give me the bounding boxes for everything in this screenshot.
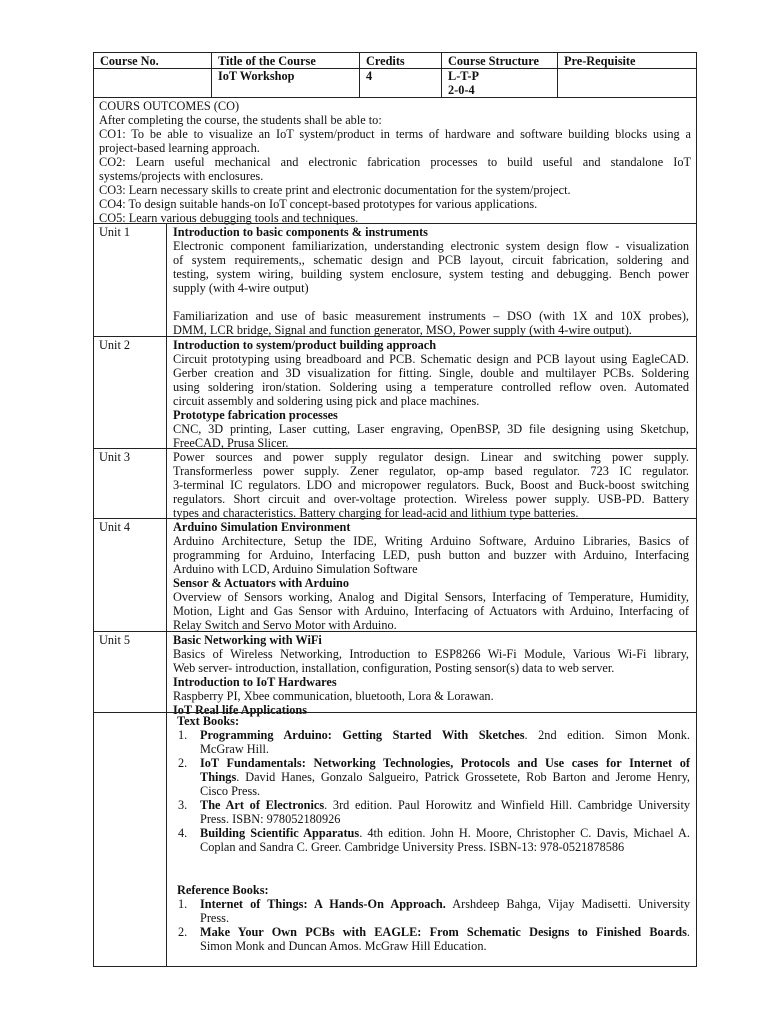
unit-text-line: of system requirements,, schematic design and PCB layout, circuit fabrication, soldering and <box>173 253 689 267</box>
header-label: Title of the Course <box>218 54 316 68</box>
unit-row <box>94 223 696 336</box>
book-line <box>200 840 690 854</box>
unit-subheading: Introduction to system/product building approach <box>173 338 437 352</box>
book-details: Simon Monk and Duncan Amos. McGraw Hill Education. <box>200 939 487 953</box>
book-details: . 3rd edition. Paul Horowitz and Winfield Hill. Cambridge University <box>324 798 691 812</box>
header-label: Course No. <box>100 54 159 68</box>
book-title: The Art of Electronics <box>200 798 325 812</box>
book-details: . David Hanes, Gonzalo Salgueiro, Patrick Grossetete, Rob Barton and Jerome Henry, <box>236 770 690 784</box>
unit-content <box>173 519 689 632</box>
book-line <box>200 742 690 756</box>
books-section <box>173 713 689 967</box>
unit-text-line: Gerber creation and 3D visualization for fitting. Single, double and multilayer PCBs. Soldering <box>173 366 689 380</box>
unit-text-line: Web server- introduction, installation, configuration, Posting sensor(s) data to web server. <box>173 661 615 675</box>
book-details: . 4th edition. John H. Moore, Christopher C. Davis, Michael A. <box>359 826 690 840</box>
unit-subheading: Prototype fabrication processes <box>173 408 338 422</box>
header-cell-course-no <box>94 53 212 97</box>
header-label: Pre-Requisite <box>564 54 636 68</box>
unit-text-line: DMM, LCR bridge, Signal and function generator, MSO, Power supply (with 4-wire output). <box>173 323 632 337</box>
unit-content <box>173 224 689 337</box>
unit-text-line: regulators. Short circuit and over-voltage protection. Wireless power supply. USB-PD. Battery <box>173 492 689 506</box>
book-details: Press. <box>200 911 230 925</box>
book-details: Press. ISBN: 978052180926 <box>200 812 341 826</box>
book-details: . <box>686 925 690 939</box>
header-label: Credits <box>366 54 405 68</box>
unit-text-line: FreeCAD, Prusa Slicer. <box>173 436 289 450</box>
unit-text-line: Basics of Wireless Networking, Introduction to ESP8266 Wi-Fi Module, Various Wi-Fi library, <box>173 647 689 661</box>
unit-subheading: Arduino Simulation Environment <box>173 520 351 534</box>
unit-label: Unit 5 <box>99 633 131 647</box>
book-title: Things <box>200 770 237 784</box>
outcome-line: CO4: To design suitable hands-on IoT concept-based prototypes for various applications. <box>99 197 538 211</box>
header-cell-credits <box>360 53 442 97</box>
unit-subheading: IoT Real life Applications <box>173 703 308 717</box>
outcome-line: CO1: To be able to visualize an IoT system/product in terms of hardware and software building blocks using a <box>99 127 691 141</box>
unit-text-line: CNC, 3D printing, Laser cutting, Laser engraving, OpenBSP, 3D file designing using Sketchup, <box>173 422 689 436</box>
book-number: 1. <box>178 897 188 911</box>
reference-books-heading: Reference Books: <box>177 883 269 897</box>
unit-label-cell <box>94 337 167 448</box>
book-title: Programming Arduino: Getting Started With Sketches <box>200 728 525 742</box>
books-row <box>94 712 696 966</box>
unit-label: Unit 2 <box>99 338 131 352</box>
book-title: Building Scientific Apparatus <box>200 826 360 840</box>
unit-label-cell <box>94 632 167 712</box>
unit-text-line: Relay Switch and Servo Motor with Arduino. <box>173 618 397 632</box>
unit-text-line: types and characteristics. Battery charging for lead-acid and lithium type batteries. <box>173 506 579 520</box>
unit-row <box>94 518 696 631</box>
book-number: 3. <box>178 798 188 812</box>
book-line <box>200 939 690 953</box>
book-line <box>200 798 690 812</box>
syllabus-table <box>93 52 697 967</box>
header-divider <box>94 68 696 69</box>
books-label-cell <box>94 713 167 966</box>
outcome-line: CO2: Learn useful mechanical and electronic fabrication processes to build useful and standalone IoT <box>99 155 691 169</box>
unit-label-cell <box>94 224 167 336</box>
header-cell-prereq <box>558 53 696 97</box>
book-number: 2. <box>178 925 188 939</box>
unit-text-line: Familiarization and use of basic measurement instruments – DSO (with 1X and 10X probes), <box>173 309 689 323</box>
unit-subheading: Introduction to basic components & instruments <box>173 225 428 239</box>
unit-text-line: Arduino Architecture, Setup the IDE, Writing Arduino Software, Arduino Libraries, Basics of <box>173 534 689 548</box>
book-line <box>200 756 690 770</box>
unit-text-line: Overview of Sensors working, Analog and Digital Sensors, Interfacing of Temperature, Humidity, <box>173 590 689 604</box>
header-cell-title <box>212 53 360 97</box>
outcomes-heading: COURS OUTCOMES (CO) <box>99 99 240 113</box>
book-title: Make Your Own PCBs with EAGLE: From Schematic Designs to Finished Boards <box>200 925 687 939</box>
text-books-heading: Text Books: <box>177 714 240 728</box>
unit-label: Unit 3 <box>99 450 131 464</box>
book-number: 2. <box>178 756 188 770</box>
credits-value: 4 <box>366 69 373 83</box>
unit-text-line: Motion, Light and Gas Sensor with Arduino, Interfacing of Actuators with Arduino, Interfacing of <box>173 604 689 618</box>
book-line <box>200 728 690 742</box>
structure-value: 2-0-4 <box>448 83 475 97</box>
outcome-line: project-based learning approach. <box>99 141 260 155</box>
book-details: Coplan and Sandra C. Greer. Cambridge University Press. ISBN-13: 978-0521878586 <box>200 840 625 854</box>
outcomes-intro: After completing the course, the students shall be able to: <box>99 113 382 127</box>
book-number: 1. <box>178 728 188 742</box>
unit-text-line: programming for Arduino, Interfacing LED, push button and buzzer with Arduino, Interfacing <box>173 548 689 562</box>
header-label: Course Structure <box>448 54 539 68</box>
book-line <box>200 897 690 911</box>
unit-label: Unit 1 <box>99 225 131 239</box>
unit-content <box>173 632 689 717</box>
unit-text-line: Circuit prototyping using breadboard and PCB. Schematic design and PCB layout using EagleCAD. <box>173 352 689 366</box>
book-title: IoT Fundamentals: Networking Technologies, Protocols and Use cases for Internet of <box>200 756 690 770</box>
unit-text-line: circuit assembly and soldering using pick and place machines. <box>173 394 480 408</box>
unit-text-line: Electronic component familiarization, understanding electronic system design flow - visualization <box>173 239 689 253</box>
course-title-value: IoT Workshop <box>218 69 295 83</box>
unit-subheading: Basic Networking with WiFi <box>173 633 322 647</box>
unit-text-line: Power sources and power supply regulator design. Linear and switching power supply. <box>173 450 689 464</box>
unit-text-line: Raspberry PI, Xbee communication, bluetooth, Lora & Lorawan. <box>173 689 494 703</box>
course-header <box>94 53 696 97</box>
book-number: 4. <box>178 826 188 840</box>
book-details: McGraw Hill. <box>200 742 269 756</box>
book-line <box>200 784 690 798</box>
unit-row <box>94 631 696 717</box>
unit-subheading: Introduction to IoT Hardwares <box>173 675 337 689</box>
unit-label-cell <box>94 519 167 631</box>
header-cell-structure <box>442 53 558 97</box>
outcome-line: systems/projects with enclosures. <box>99 169 264 183</box>
book-details: . 2nd edition. Simon Monk. <box>524 728 690 742</box>
unit-text-line: Arduino with LCD, Arduino Simulation Software <box>173 562 418 576</box>
book-details: Arshdeep Bahga, Vijay Madisetti. University <box>445 897 690 911</box>
unit-text-line: Transformerless power supply. Zener regulator, op-amp based regulator. 723 IC regulator. <box>173 464 689 478</box>
course-outcomes <box>94 97 696 223</box>
unit-text-line: 3-terminal IC regulators. LDO and micropower regulators. Buck, Boost and Buck-boost switching <box>173 478 689 492</box>
unit-content <box>173 449 689 519</box>
book-line <box>200 925 690 939</box>
unit-content <box>173 337 689 449</box>
book-line <box>200 911 690 925</box>
book-line <box>200 770 690 784</box>
book-line <box>200 826 690 840</box>
unit-text-line: supply (with 4-wire output) <box>173 281 309 295</box>
unit-row <box>94 336 696 448</box>
structure-value: L-T-P <box>448 69 479 83</box>
unit-subheading: Sensor & Actuators with Arduino <box>173 576 350 590</box>
outcome-line: CO5: Learn various debugging tools and techniques. <box>99 211 359 225</box>
outcome-line: CO3: Learn necessary skills to create print and electronic documentation for the system/project. <box>99 183 571 197</box>
unit-row <box>94 448 696 518</box>
unit-text-line: testing, system wiring, building system enclosure, system testing and debugging. Bench power <box>173 267 689 281</box>
unit-label-cell <box>94 449 167 518</box>
unit-text-line: using soldering iron/station. Soldering using a temperature controlled reflow oven. Automated <box>173 380 689 394</box>
unit-label: Unit 4 <box>99 520 131 534</box>
book-title: Internet of Things: A Hands-On Approach. <box>200 897 446 911</box>
book-details: Cisco Press. <box>200 784 261 798</box>
book-line <box>200 812 690 826</box>
